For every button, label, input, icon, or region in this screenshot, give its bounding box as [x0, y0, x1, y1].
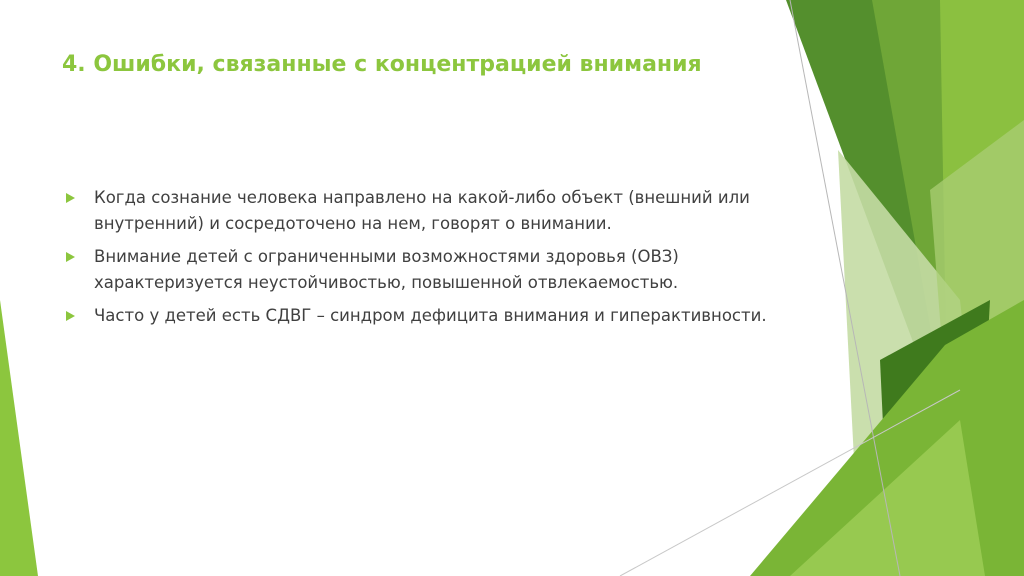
bullet-text: Когда сознание человека направлено на какой-либо объект (внешний или внутренний) и сосредоточено на нем, говорят о внимании.: [94, 188, 750, 233]
bullet-item: [66, 185, 786, 237]
bullet-item: [66, 244, 786, 296]
triangle-bullet-icon: [66, 252, 75, 262]
bullet-text: Часто у детей есть СДВГ – синдром дефицита внимания и гиперактивности.: [94, 306, 767, 325]
bullet-list: [66, 185, 786, 336]
bullet-text: Внимание детей с ограниченными возможностями здоровья (ОВЗ) характеризуется неустойчивостью, повышенной отвлекаемостью.: [94, 247, 679, 292]
left-green-stripe: [0, 300, 38, 576]
bullet-item: [66, 303, 786, 329]
triangle-bullet-icon: [66, 193, 75, 203]
slide-title: 4. Ошибки, связанные с концентрацией внимания: [62, 52, 702, 77]
triangle-bullet-icon: [66, 311, 75, 321]
